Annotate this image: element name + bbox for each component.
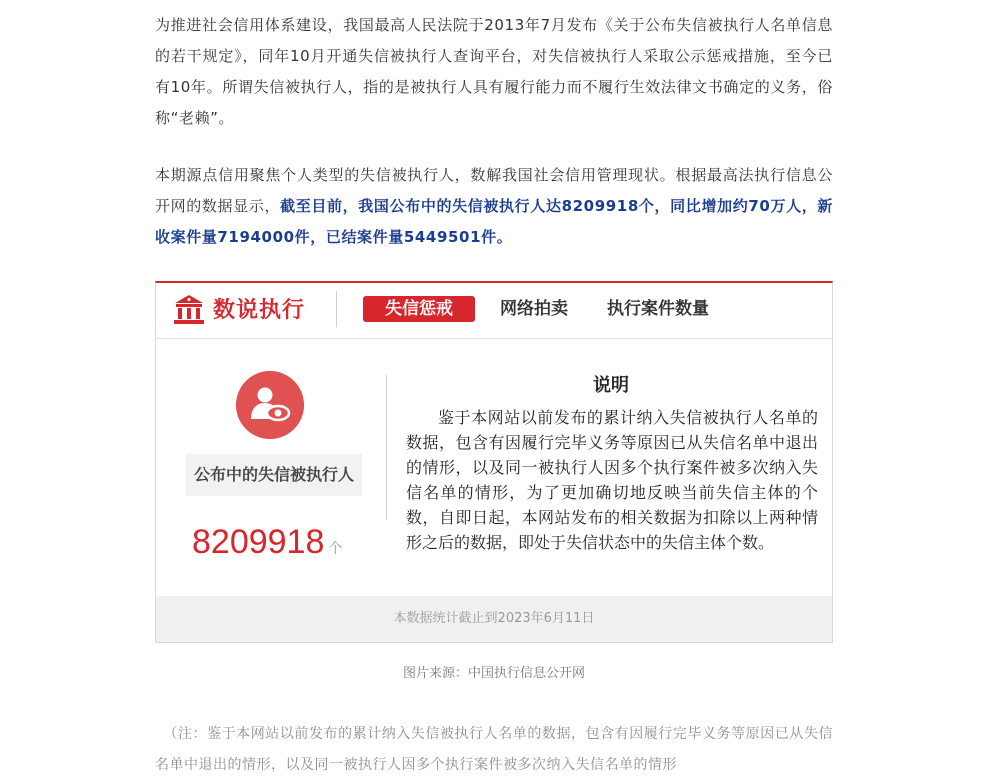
header-divider bbox=[336, 291, 337, 327]
card-logo-title: 数说执行 bbox=[213, 298, 306, 323]
data-paragraph bbox=[155, 160, 833, 253]
court-building-icon bbox=[172, 292, 206, 326]
person-eye-icon bbox=[236, 371, 304, 439]
tab-dishonesty-punishment[interactable]: 失信惩戒 bbox=[363, 296, 475, 322]
data-paragraph-text: 本期源点信用聚焦个人类型的失信被执行人，数解我国社会信用管理现状。根据最高法执行信息公开网的数据显示， bbox=[155, 166, 833, 215]
card-footer-date: 本数据统计截止到2023年6月11日 bbox=[156, 596, 832, 642]
tab-case-count[interactable]: 执行案件数量 bbox=[607, 299, 709, 319]
intro-paragraph: 为推进社会信用体系建设，我国最高人民法院于2013年7月发布《关于公布失信被执行人名单信息的若干规定》，同年10月开通失信被执行人查询平台，对失信被执行人采取公示惩戒措施，至今已有10年。所谓失信被执行人，指的是被执行人具有履行能力而不履行生效法律文书确定的义务，俗称“老赖”。 bbox=[155, 16, 833, 127]
count-unit: 个 bbox=[328, 541, 343, 557]
count-value: 8209918 bbox=[192, 523, 325, 561]
note-body: 鉴于本网站以前发布的累计纳入失信被执行人名单的数据，包含有因履行完毕义务等原因已从失信名单中退出的情形，以及同一被执行人因多个执行案件被多次纳入失信名单的情形，为了更加确切地反映当前失信主体的个数，自即日起，本网站发布的相关数据为扣除以上两种情形之后的数据，即处于失信状态中的失信主体个数。 bbox=[406, 408, 818, 552]
note-title: 说明 bbox=[593, 375, 629, 396]
statistics-card-image bbox=[155, 281, 833, 643]
subject-label: 公布中的失信被执行人 bbox=[186, 454, 362, 496]
data-paragraph-highlight: 截至目前，我国公布中的失信被执行人达8209918个，同比增加约70万人，新收案件量7194000件，已结案件量5449501件。 bbox=[155, 197, 833, 246]
card-header bbox=[156, 283, 832, 339]
footnote-paragraph: （注：鉴于本网站以前发布的累计纳入失信被执行人名单的数据，包含有因履行完毕义务等原因已从失信名单中退出的情形，以及同一被执行人因多个执行案件被多次纳入失信名单的情形 bbox=[155, 726, 833, 773]
count-display bbox=[192, 523, 342, 562]
image-caption: 图片来源：中国执行信息公开网 bbox=[402, 666, 585, 681]
content-divider bbox=[386, 375, 387, 520]
tab-online-auction[interactable]: 网络拍卖 bbox=[500, 299, 568, 319]
